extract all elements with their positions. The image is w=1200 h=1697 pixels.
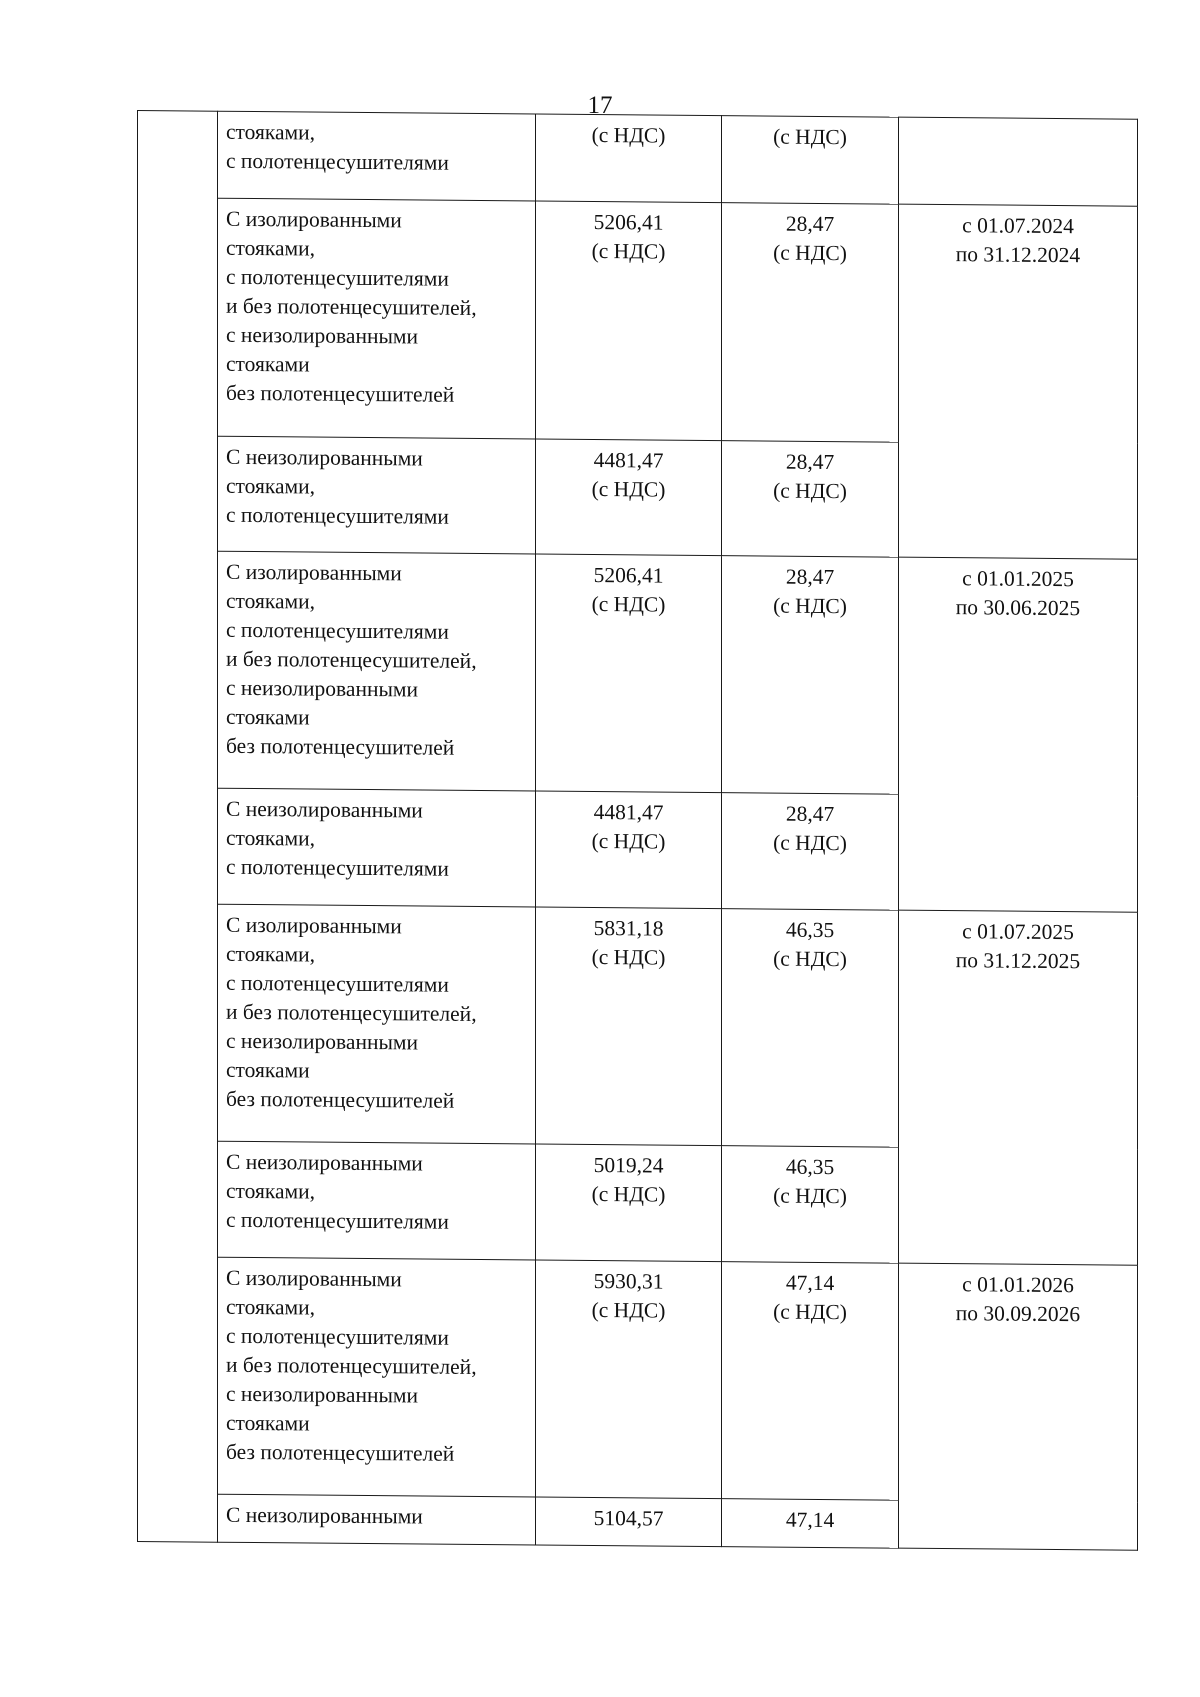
heating-description-cell: С неизолированными стояками, с полотенцесушителями [218, 789, 536, 907]
price-value: 5206,41 [593, 562, 664, 588]
vat-note: (с НДС) [773, 830, 847, 856]
validity-period-cell [899, 557, 1138, 912]
price-value: 5019,24 [593, 1153, 664, 1178]
table-row [138, 198, 1138, 444]
vat-note: (с НДС) [773, 946, 847, 971]
page-number: 17 [587, 92, 613, 119]
vat-note: (с НДС) [591, 239, 666, 264]
period-from: с 01.07.2024 [962, 213, 1074, 239]
tariff-table [137, 110, 1138, 1551]
table-row [138, 550, 1138, 796]
price-per-gcal-cell [536, 1260, 722, 1499]
price-per-gcal-cell [536, 554, 722, 793]
vat-note: (с НДС) [773, 1299, 847, 1324]
tariff-table-wrapper [137, 110, 1137, 1551]
table-row [138, 111, 1138, 207]
vat-note: (с НДС) [773, 1183, 847, 1209]
period-to: по 30.06.2025 [955, 595, 1081, 621]
price-value: 46,35 [785, 917, 835, 942]
price-per-gcal-cell [536, 1497, 722, 1547]
price-per-m3-cell [722, 1499, 899, 1548]
price-value: 28,47 [785, 449, 835, 474]
price-value: 47,14 [785, 1270, 835, 1295]
heating-description-cell: С неизолированными [218, 1494, 536, 1545]
heating-description-cell: С неизолированными стояками, с полотенцесушителями [218, 436, 536, 554]
validity-period-cell [899, 1263, 1138, 1550]
price-value: 5831,18 [593, 915, 664, 941]
price-per-m3-cell [722, 203, 899, 442]
heating-description-cell: С изолированными стояками, с полотенцесушителями и без полотенцесушителей, с неизолированными стояками без полотенцесушителей [218, 1257, 536, 1497]
vat-note: (с НДС) [591, 1182, 666, 1207]
price-per-gcal-cell [536, 791, 722, 908]
price-per-gcal-cell [536, 1144, 722, 1261]
heating-description-cell: С неизолированными стояками, с полотенцесушителями [218, 1141, 536, 1259]
price-value: 28,47 [785, 802, 835, 827]
price-per-m3-cell [722, 440, 899, 557]
vat-note: (с НДС) [773, 240, 847, 266]
price-per-gcal-cell [536, 907, 722, 1146]
vat-note: (с НДС) [773, 124, 847, 150]
price-per-m3-cell [722, 908, 899, 1147]
price-per-gcal-cell [536, 201, 722, 440]
period-from: с 01.01.2026 [962, 1271, 1074, 1297]
left-empty-column [138, 111, 218, 1543]
table-row [138, 903, 1138, 1149]
heating-description-cell: стояками, с полотенцесушителями [218, 111, 536, 201]
vat-note: (с НДС) [591, 122, 666, 148]
heating-description-cell: С изолированными стояками, с полотенцесушителями и без полотенцесушителей, с неизолированными стояками без полотенцесушителей [218, 904, 536, 1144]
price-value: 28,47 [785, 564, 835, 590]
heating-description-cell: С изолированными стояками, с полотенцесушителями и без полотенцесушителей, с неизолированными стояками без полотенцесушителей [218, 551, 536, 791]
period-from: с 01.07.2025 [962, 918, 1074, 944]
price-value: 28,47 [785, 211, 835, 237]
price-value: 5930,31 [593, 1268, 664, 1294]
vat-note: (с НДС) [773, 478, 847, 503]
price-value: 5104,57 [593, 1506, 664, 1531]
vat-note: (с НДС) [591, 1297, 666, 1323]
price-value: 5206,41 [593, 210, 664, 235]
vat-note: (с НДС) [591, 829, 666, 854]
period-to: по 30.09.2026 [955, 1300, 1081, 1326]
period-to: по 31.12.2024 [955, 242, 1081, 268]
price-per-m3-cell [722, 556, 899, 795]
price-per-m3-cell [722, 116, 899, 205]
vat-note: (с НДС) [591, 944, 666, 970]
price-per-gcal-cell [536, 114, 722, 203]
vat-note: (с НДС) [591, 591, 666, 617]
price-value: 4481,47 [593, 800, 664, 825]
table-row [138, 1256, 1138, 1502]
price-per-m3-cell [722, 1146, 899, 1263]
validity-period-cell [899, 910, 1138, 1265]
price-per-gcal-cell [536, 438, 722, 555]
vat-note: (с НДС) [773, 593, 847, 619]
price-per-m3-cell [722, 1261, 899, 1500]
price-per-m3-cell [722, 793, 899, 910]
price-value: 47,14 [785, 1507, 835, 1533]
price-value: 46,35 [785, 1154, 835, 1180]
validity-period-cell [899, 117, 1138, 206]
period-from: с 01.01.2025 [962, 566, 1074, 592]
heating-description-cell: С изолированными стояками, с полотенцесушителями и без полотенцесушителей, с неизолированными стояками без полотенцесушителей [218, 198, 536, 438]
period-to: по 31.12.2025 [955, 947, 1081, 974]
vat-note: (с НДС) [591, 476, 666, 502]
price-value: 4481,47 [593, 447, 664, 473]
validity-period-cell [899, 204, 1138, 559]
